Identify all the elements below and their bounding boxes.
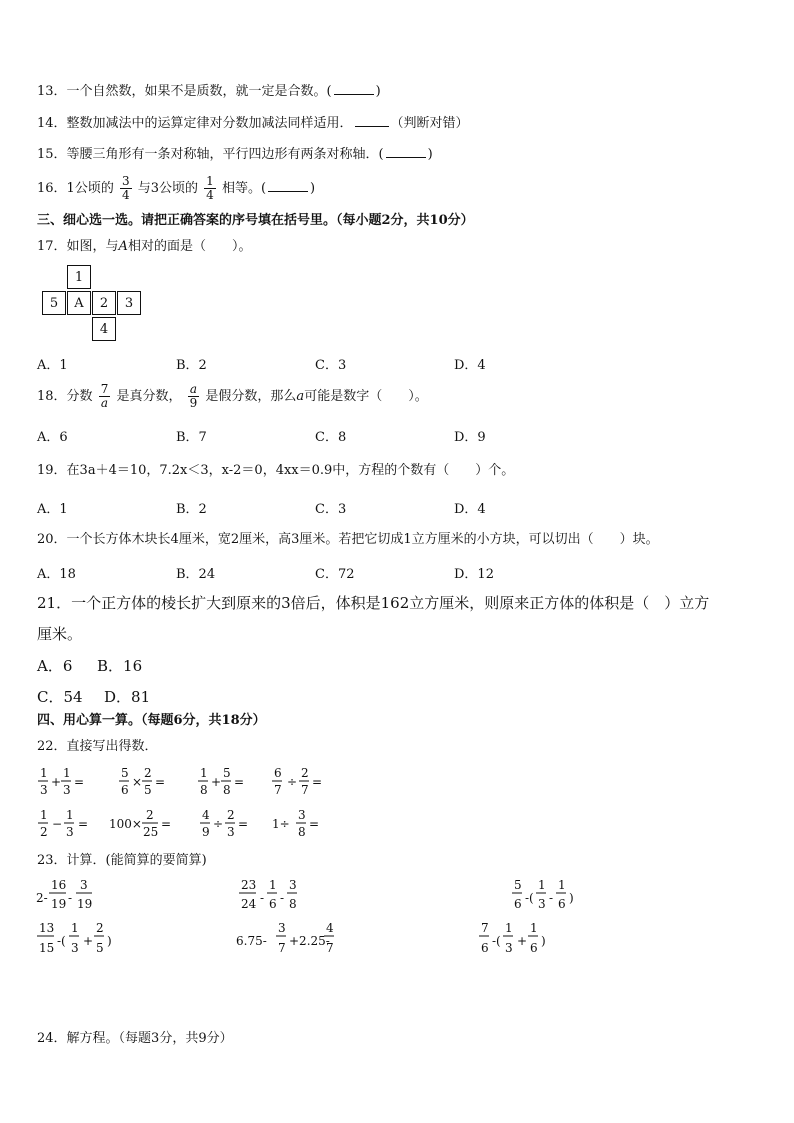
svg-text:6: 6 [530,941,538,955]
svg-text:1÷: 1÷ [272,817,290,831]
svg-text:+2.25-: +2.25- [289,934,330,948]
svg-text:13: 13 [39,921,55,935]
svg-text:25: 25 [143,825,159,839]
svg-text:6: 6 [558,897,566,911]
svg-text:=: = [161,817,172,831]
svg-text:5: 5 [96,941,104,955]
svg-text:1: 1 [505,921,513,935]
option-d[interactable]: D．81 [104,688,151,706]
section-4-heading: 四、用心算一算。（每题6分，共18分） [37,713,266,728]
svg-text:5: 5 [144,783,152,797]
svg-text:-: - [260,891,265,905]
fraction: $\frac{3}{4}$ [121,174,130,202]
svg-text:3: 3 [505,941,513,955]
svg-text:23: 23 [241,878,257,892]
svg-text:=: = [74,775,85,789]
svg-text:3: 3 [538,897,546,911]
svg-text:=: = [312,775,323,789]
svg-text:1: 1 [200,766,208,780]
net-face: 4 [92,317,116,341]
mental-math-row-1 [36,765,336,799]
answer-blank[interactable] [386,145,426,158]
svg-text:+: + [211,775,222,789]
option-b[interactable]: B．7 [176,430,207,445]
svg-text:-: - [280,891,285,905]
option-d[interactable]: D．4 [454,358,486,373]
svg-text:2: 2 [227,808,235,822]
svg-text:19: 19 [77,897,93,911]
svg-text:7: 7 [481,921,489,935]
svg-text:3: 3 [298,808,306,822]
svg-text:1: 1 [530,921,538,935]
svg-text:1: 1 [66,808,74,822]
svg-text:-: - [68,891,73,905]
svg-text:1: 1 [63,766,71,780]
option-c[interactable]: C．8 [315,430,347,445]
svg-text:=: = [155,775,166,789]
svg-text:6: 6 [269,897,277,911]
question-21: 21．一个正方体的棱长扩大到原来的3倍后，体积是162立方厘米，则原来正方体的体积是（ ）立方 [37,594,710,612]
svg-text:1: 1 [538,878,546,892]
svg-text:3: 3 [63,783,71,797]
option-b[interactable]: B．24 [176,567,216,582]
answer-blank[interactable] [268,179,308,192]
net-face: A [67,291,91,315]
svg-text:5: 5 [121,766,129,780]
fraction: $\frac{1}{4}$ [206,174,214,202]
svg-text:19: 19 [51,897,67,911]
option-a[interactable]: A．6 [37,430,68,445]
option-d[interactable]: D．4 [454,502,486,517]
svg-text:7: 7 [278,941,286,955]
option-a[interactable]: A．6 [37,657,73,675]
svg-text:2: 2 [40,825,48,839]
svg-text:-(: -( [525,891,534,905]
svg-text:24: 24 [241,897,257,911]
svg-text:6: 6 [121,783,129,797]
section-3-heading: 三、细心选一选。请把正确答案的序号填在括号里。（每小题2分，共10分） [37,213,474,228]
svg-text:): ) [569,891,574,905]
answer-blank[interactable] [334,82,374,95]
svg-text:3: 3 [71,941,79,955]
question-17: 17．如图，与A相对的面是（ ）。 [37,239,252,254]
svg-text:+: + [517,934,528,948]
option-a[interactable]: A．1 [37,502,68,517]
option-d[interactable]: D．9 [454,430,486,445]
svg-text:8: 8 [200,783,208,797]
svg-text:7: 7 [274,783,282,797]
svg-text:3: 3 [278,921,286,935]
question-20: 20．一个长方体木块长4厘米，宽2厘米，高3厘米。若把它切成1立方厘米的小方块，可以切出（ ）块。 [37,532,659,547]
option-b[interactable]: B．2 [176,502,207,517]
svg-text:1: 1 [269,878,277,892]
svg-text:100×: 100× [109,817,142,831]
svg-text:=: = [238,817,249,831]
svg-text:16: 16 [51,878,67,892]
svg-text:-: - [549,891,554,905]
svg-text:3: 3 [289,878,297,892]
fraction: $\frac{7}{a}$ [100,382,109,410]
svg-text:+: + [83,934,94,948]
svg-text:2: 2 [301,766,309,780]
svg-text:-(: -( [492,934,501,948]
option-c[interactable]: C．54 [37,688,83,706]
svg-text:÷: ÷ [287,775,298,789]
svg-text:5: 5 [223,766,231,780]
svg-text:×: × [132,775,143,789]
svg-text:3: 3 [227,825,235,839]
question-21-continued: 厘米。 [37,625,83,643]
svg-text:8: 8 [298,825,306,839]
svg-text:6: 6 [514,897,522,911]
svg-text:15: 15 [39,941,55,955]
question-13: 13．一个自然数，如果不是质数，就一定是合数。( ) [37,84,381,99]
svg-text:4: 4 [202,808,210,822]
svg-text:1: 1 [40,808,48,822]
question-16: 16．1公顷的 $\frac{3}{4}$ 与3公顷的 $\frac{1}{4}$ 相等。( ) [37,174,316,202]
svg-text:): ) [107,934,112,948]
option-a[interactable]: A．18 [37,567,76,582]
calculation-expressions [36,876,596,962]
svg-text:8: 8 [289,897,297,911]
question-22: 22．直接写出得数． [37,739,158,754]
option-c[interactable]: C．3 [315,502,347,517]
svg-text:3: 3 [66,825,74,839]
svg-text:2: 2 [146,808,154,822]
net-face: 3 [117,291,141,315]
svg-text:=: = [309,817,320,831]
svg-text:1: 1 [40,766,48,780]
svg-text:2: 2 [96,921,104,935]
svg-text:4: 4 [326,921,334,935]
svg-text:+: + [51,775,62,789]
option-b[interactable]: B．16 [97,657,143,675]
svg-text:−: − [52,817,63,831]
svg-text:1: 1 [558,878,566,892]
mental-math-row-2 [36,807,336,841]
question-15: 15．等腰三角形有一条对称轴，平行四边形有两条对称轴．( ) [37,147,433,162]
svg-text:1: 1 [71,921,79,935]
answer-blank[interactable] [355,114,389,127]
net-face: 2 [92,291,116,315]
question-18: 18．分数 $\frac{7}{a}$ 是真分数， $\frac{a}{9}$ 是假分数，那么a可能是数字（ ）。 [37,382,428,410]
svg-text:9: 9 [202,825,210,839]
option-a[interactable]: A．1 [37,358,68,373]
svg-text:7: 7 [326,941,334,955]
svg-text:2: 2 [144,766,152,780]
fraction: $\frac{a}{9}$ [189,382,198,410]
option-b[interactable]: B．2 [176,358,207,373]
svg-text:6.75-: 6.75- [236,934,267,948]
question-24: 24．解方程。（每题3分，共9分） [37,1031,233,1046]
question-14: 14．整数加减法中的运算定律对分数加减法同样适用． （判断对错） [37,116,469,131]
svg-text:5: 5 [514,878,522,892]
svg-text:÷: ÷ [213,817,224,831]
svg-text:3: 3 [80,878,88,892]
question-23: 23．计算．(能简算的要简算) [37,853,207,868]
net-face: 5 [42,291,66,315]
svg-text:): ) [541,934,546,948]
cube-net-figure [42,265,152,343]
option-c[interactable]: C．72 [315,567,355,582]
svg-text:6: 6 [481,941,489,955]
svg-text:6: 6 [274,766,282,780]
svg-text:8: 8 [223,783,231,797]
question-19: 19．在3a＋4＝10，7.2x＜3，x-2＝0，4xx＝0.9中，方程的个数有（ ）个。 [37,463,515,478]
svg-text:3: 3 [40,783,48,797]
option-d[interactable]: D．12 [454,567,494,582]
svg-text:7: 7 [301,783,309,797]
svg-text:2-: 2- [36,891,48,905]
net-face: 1 [67,265,91,289]
option-c[interactable]: C．3 [315,358,347,373]
svg-text:=: = [78,817,89,831]
svg-text:=: = [234,775,245,789]
svg-text:-(: -( [57,934,66,948]
